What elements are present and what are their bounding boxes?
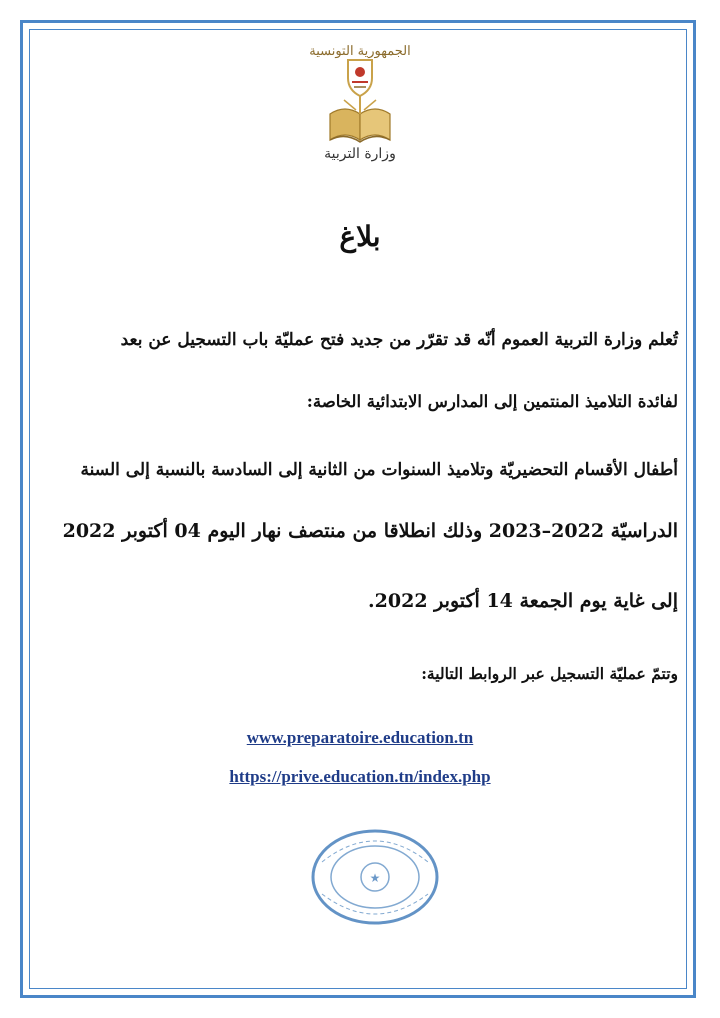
- republic-label: الجمهورية التونسية: [309, 44, 411, 59]
- ministry-label: وزارة التربية: [324, 146, 396, 162]
- official-stamp-icon: [300, 822, 450, 932]
- preparatoire-link[interactable]: www.preparatoire.education.tn: [246, 728, 474, 747]
- ministry-header: [300, 42, 420, 172]
- emblem-shield: [348, 60, 372, 96]
- notice-line-6: وتتمّ عمليّة التسجيل عبر الروابط التالية:: [421, 664, 678, 683]
- notice-line-1: تُعلم وزارة التربية العموم أنّه قد تقرّر من جديد فتح عمليّة باب التسجيل عن بعد: [120, 330, 678, 350]
- notice-line-2: لفائدة التلاميذ المنتمين إلى المدارس الابتدائية الخاصة:: [306, 392, 678, 411]
- prive-link[interactable]: https://prive.education.tn/index.php: [229, 767, 491, 786]
- notice-line-3: أطفال الأقسام التحضيريّة وتلاميذ السنوات من الثانية إلى السادسة بالنسبة إلى السنة: [80, 460, 678, 480]
- notice-title: بلاغ: [339, 220, 381, 253]
- coat-of-arms-icon: [300, 56, 420, 156]
- open-book-icon: [330, 96, 390, 142]
- notice-line-4: الدراسيّة 2022–2023 وذلك انطلاقا من منتصف نهار اليوم 04 أكتوبر 2022: [62, 520, 678, 542]
- notice-line-5: إلى غاية يوم الجمعة 14 أكتوبر 2022.: [368, 590, 678, 612]
- svg-text:★: ★: [369, 871, 381, 885]
